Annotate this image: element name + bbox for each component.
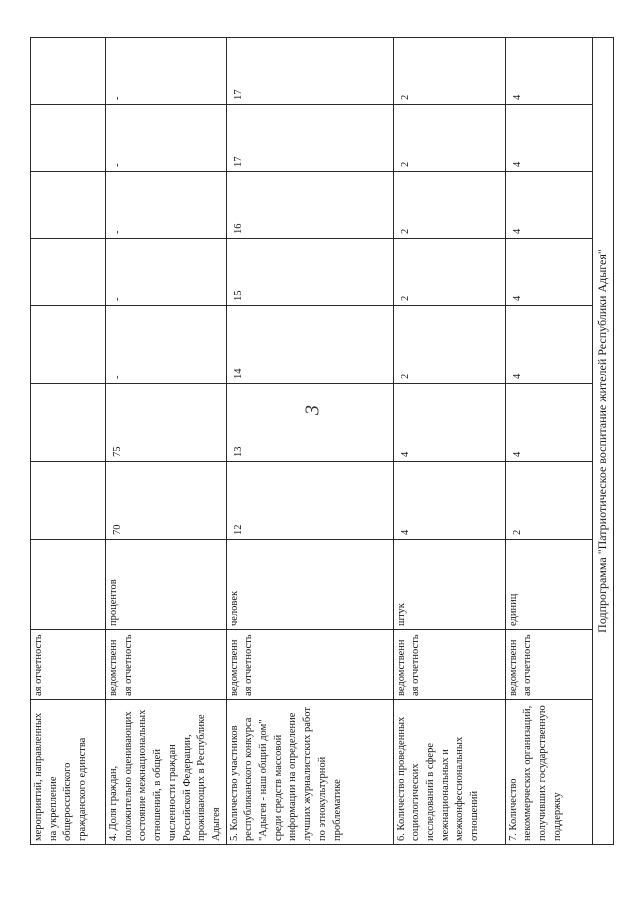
value-cell: 4 [393, 384, 505, 462]
indicator-name: 6. Количество проведенных социологических исследований в сфере межнациональных и межконфессиональных отношений [393, 700, 505, 845]
value-cell: 2 [393, 306, 505, 384]
value-cell: 4 [505, 239, 592, 306]
value-cell: 75 [106, 384, 227, 462]
indicator-source: ведомственн ая отчетность [226, 630, 393, 700]
indicator-source: ведомственн ая отчетность [393, 630, 505, 700]
value-cell [31, 384, 106, 462]
value-cell: 16 [226, 172, 393, 239]
value-cell: 4 [505, 306, 592, 384]
value-cell [31, 105, 106, 172]
value-cell: 4 [505, 105, 592, 172]
rotated-table-container [30, 38, 610, 845]
value-cell: 70 [106, 462, 227, 540]
value-cell: 13 [226, 384, 393, 462]
value-cell: 2 [393, 38, 505, 105]
value-cell: 17 [226, 38, 393, 105]
value-cell [31, 462, 106, 540]
table-row-continued [31, 38, 106, 845]
indicator-name: 4. Доля граждан, положительно оценивающих состояние межнациональных отношений, в общей численности граждан Российской Федерации, проживающих в Республике Адыгея [106, 700, 227, 845]
indicator-table [30, 37, 614, 845]
table-body [31, 38, 614, 845]
indicator-unit: процентов [106, 540, 227, 630]
value-cell: 4 [505, 384, 592, 462]
indicator-name: мероприятий, направленных на укрепление общероссийского гражданского единства [31, 700, 106, 845]
value-cell: - [106, 172, 227, 239]
value-cell: 2 [393, 105, 505, 172]
table-row-indicator-5 [226, 38, 393, 845]
value-cell [31, 306, 106, 384]
value-cell: - [106, 306, 227, 384]
table-row-indicator-7 [505, 38, 592, 845]
value-cell: 14 [226, 306, 393, 384]
indicator-unit: единиц [505, 540, 592, 630]
value-cell: 17 [226, 105, 393, 172]
page-number: 3 [301, 405, 324, 415]
table-row-indicator-6 [393, 38, 505, 845]
indicator-unit [31, 540, 106, 630]
value-cell: 4 [505, 172, 592, 239]
value-cell: 2 [393, 172, 505, 239]
indicator-unit: штук [393, 540, 505, 630]
indicator-name: 5. Количество участников республиканского конкурса "Адыгея - наш общий дом" среди средств массовой информации на определение лучших журналистских работ по этнокультурной проблематике [226, 700, 393, 845]
value-cell: 2 [505, 462, 592, 540]
table-row-indicator-4 [106, 38, 227, 845]
value-cell [31, 172, 106, 239]
value-cell: - [106, 239, 227, 306]
value-cell [31, 239, 106, 306]
value-cell: 12 [226, 462, 393, 540]
value-cell: - [106, 105, 227, 172]
value-cell: 4 [505, 38, 592, 105]
indicator-source: ведомственн ая отчетность [106, 630, 227, 700]
indicator-table-wrapper [30, 38, 610, 845]
indicator-source: ая отчетность [31, 630, 106, 700]
indicator-source: ведомственн ая отчетность [505, 630, 592, 700]
indicator-name: 7. Количество некоммерческих организаций, получивших государственную поддержку [505, 700, 592, 845]
value-cell: - [106, 38, 227, 105]
value-cell: 2 [393, 239, 505, 306]
subprogram-title: Подпрограмма "Патриотическое воспитание жителей Республики Адыгея" [592, 38, 613, 845]
indicator-unit: человек [226, 540, 393, 630]
subprogram-row [592, 38, 613, 845]
value-cell: 15 [226, 239, 393, 306]
value-cell [31, 38, 106, 105]
value-cell: 4 [393, 462, 505, 540]
